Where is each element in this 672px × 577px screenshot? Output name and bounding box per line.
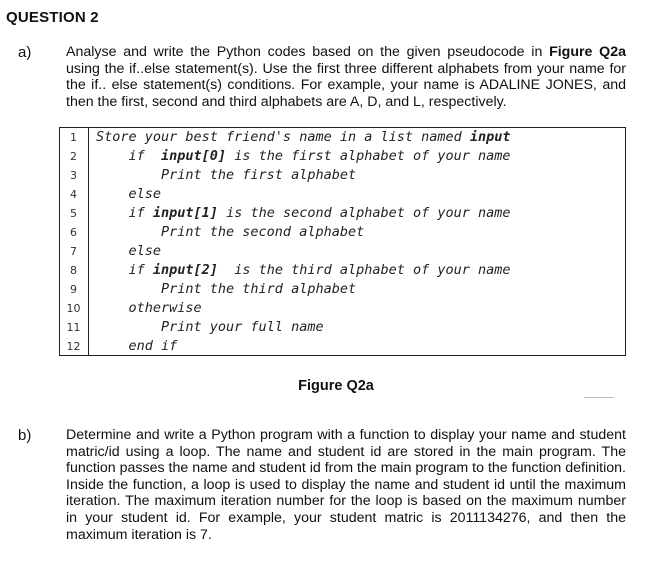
code-line: else	[96, 186, 162, 202]
code-line: Store your best friend's name in a list named input	[96, 129, 511, 145]
line-number: 10	[66, 302, 81, 315]
line-number-gutter	[60, 128, 89, 355]
line-number: 7	[70, 245, 77, 258]
code-line: if input[1] is the second alphabet of your name	[96, 205, 511, 221]
part-b-text: Determine and write a Python program with a function to display your name and student matric/id using a loop. The name and student id are stored in the main program. The function passes the name and student id from the main program to the function definition. Inside the function, a loop is used to display the name and student id until the maximum iteration. The maximum iteration number for the loop is based on the maximum number in your student id. For example, your student matric is 2011134276, and then the maximum iteration is 7.	[66, 427, 626, 543]
line-number: 1	[70, 131, 77, 144]
line-number: 12	[66, 340, 81, 353]
code-line: Print your full name	[96, 319, 324, 335]
line-number: 2	[70, 150, 77, 163]
line-number: 5	[70, 207, 77, 220]
line-number: 4	[70, 188, 77, 201]
question-title: QUESTION 2	[6, 9, 99, 26]
code-line: otherwise	[96, 300, 202, 316]
line-number: 6	[70, 226, 77, 239]
code-line: end if	[96, 338, 178, 354]
code-line: Print the second alphabet	[96, 224, 365, 240]
code-line: if input[0] is the first alphabet of your name	[96, 148, 511, 164]
line-number: 8	[70, 264, 77, 277]
figure-caption: Figure Q2a	[298, 378, 374, 394]
part-a-text-2: using the if..else statement(s). Use the first three different alphabets from your name for the if.. else statement(s) conditions. For example, your name is ADALINE JONES, and then the first, second and third alphabets are A, D, and L, respectively.	[66, 60, 626, 110]
part-a-text	[66, 44, 626, 110]
part-a-figure-ref: Figure Q2a	[549, 44, 626, 60]
pseudocode-box	[59, 127, 626, 356]
line-number: 9	[70, 283, 77, 296]
code-line: if input[2] is the third alphabet of your name	[96, 262, 511, 278]
part-a-label: a)	[18, 44, 32, 61]
line-number: 11	[66, 321, 81, 334]
code-line: Print the third alphabet	[96, 281, 357, 297]
code-line: else	[96, 243, 162, 259]
code-line: Print the first alphabet	[96, 167, 357, 183]
line-number: 3	[70, 169, 77, 182]
divider	[584, 397, 614, 398]
part-b-label: b)	[18, 427, 32, 444]
part-a-text-1: Analyse and write the Python codes based on the given pseudocode in	[66, 44, 550, 60]
